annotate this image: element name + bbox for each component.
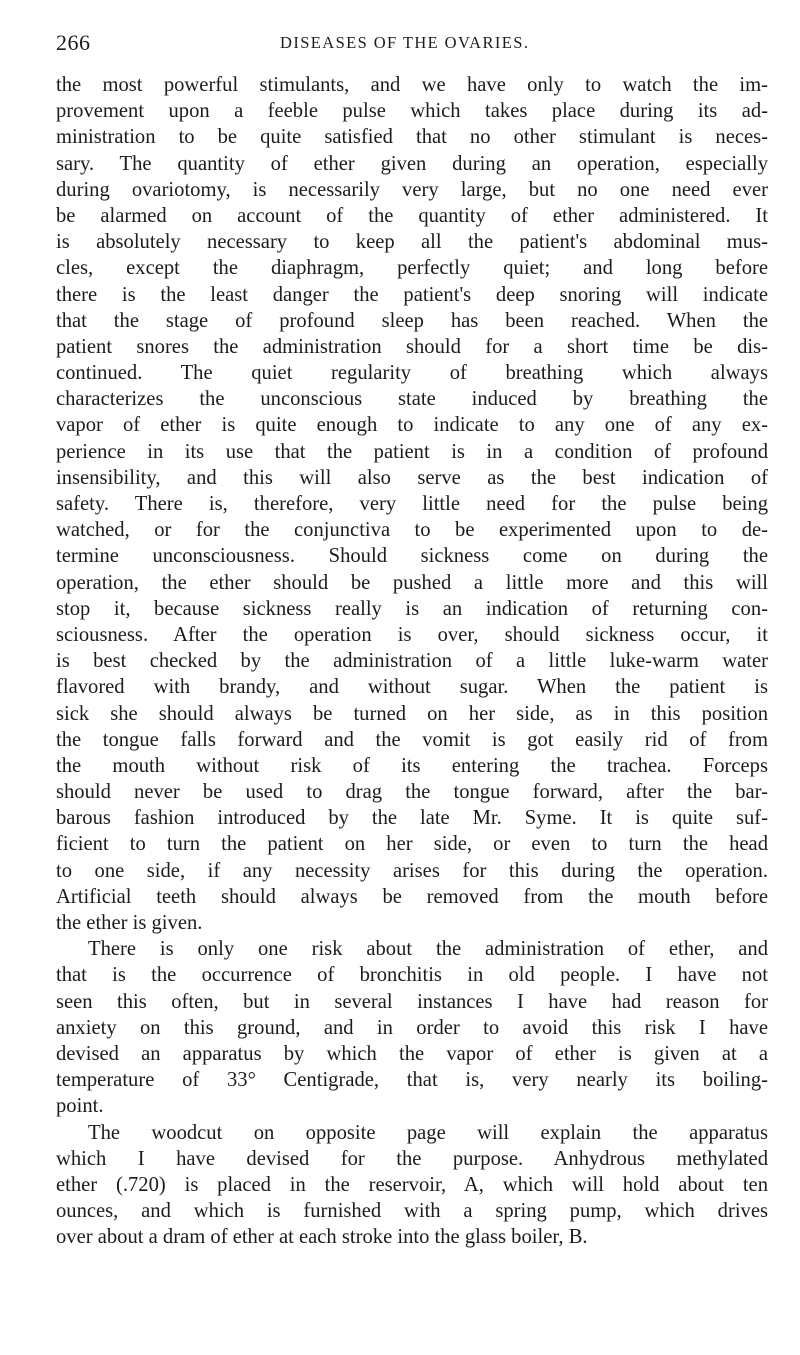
text-line: anxiety on this ground, and in order to avoid this risk I have — [56, 1016, 768, 1039]
text-line: termine unconsciousness. Should sickness come on during the — [56, 545, 768, 568]
text-line: sary. The quantity of ether given during an operation, especially — [56, 152, 768, 175]
text-line: cles, except the diaphragm, perfectly quiet; and long before — [56, 257, 768, 280]
text-line: Artificial teeth should always be removed from the mouth before — [56, 885, 768, 908]
text-line: that is the occurrence of bronchitis in old people. I have not — [56, 964, 768, 987]
text-line: operation, the ether should be pushed a little more and this will — [56, 571, 768, 594]
text-line: the most powerful stimulants, and we have only to watch the im- — [56, 74, 768, 96]
text-line: perience in its use that the patient is in a condition of profound — [56, 440, 768, 463]
text-line: barous fashion introduced by the late Mr. Syme. It is quite suf- — [56, 807, 768, 830]
paragraph — [56, 72, 768, 936]
text-line: safety. There is, therefore, very little need for the pulse being — [56, 493, 768, 515]
text-line: that the stage of profound sleep has been reached. When the — [56, 309, 768, 332]
text-line: is absolutely necessary to keep all the patient's abdominal mus- — [56, 231, 768, 254]
text-line: during ovariotomy, is necessarily very large, but no one need ever — [56, 178, 768, 201]
paragraph — [56, 936, 768, 1119]
text-line: be alarmed on account of the quantity of ether administered. It — [56, 204, 768, 227]
text-line: characterizes the unconscious state induced by breathing the — [56, 388, 768, 411]
body-text — [56, 72, 768, 1250]
text-line: which I have devised for the purpose. Anhydrous methylated — [56, 1147, 768, 1170]
text-line: seen this often, but in several instances I have had reason for — [56, 990, 768, 1013]
page-number: 266 — [56, 30, 91, 55]
text-line: ounces, and which is furnished with a spring pump, which drives — [56, 1200, 768, 1223]
text-line: the mouth without risk of its entering the trachea. Forceps — [56, 754, 768, 777]
text-line: ministration to be quite satisfied that no other stimulant is neces- — [56, 126, 768, 149]
text-line: watched, or for the conjunctiva to be experimented upon to de- — [56, 519, 768, 542]
text-line: The woodcut on opposite page will explain the apparatus — [88, 1121, 768, 1144]
text-line: the tongue falls forward and the vomit is got easily rid of from — [56, 728, 768, 751]
text-line: the ether is given. — [56, 912, 203, 934]
text-line: over about a dram of ether at each stroke into the glass boiler, B. — [56, 1226, 588, 1249]
text-line: temperature of 33° Centigrade, that is, very nearly its boiling- — [56, 1069, 768, 1092]
text-line: ether (.720) is placed in the reservoir, A, which will hold about ten — [56, 1173, 768, 1196]
text-line: there is the least danger the patient's deep snoring will indicate — [56, 283, 768, 306]
text-line: point. — [56, 1095, 104, 1118]
text-line: should never be used to drag the tongue forward, after the bar- — [56, 781, 768, 804]
text-line: devised an apparatus by which the vapor of ether is given at a — [56, 1042, 768, 1065]
running-head — [56, 30, 764, 58]
text-line: ficient to turn the patient on her side, or even to turn the head — [56, 833, 768, 856]
text-line: flavored with brandy, and without sugar. When the patient is — [56, 676, 768, 699]
text-line: sciousness. After the operation is over, should sickness occur, it — [56, 623, 768, 646]
text-line: is best checked by the administration of a little luke-warm water — [56, 650, 768, 673]
text-line: provement upon a feeble pulse which takes place during its ad- — [56, 100, 768, 123]
text-line: vapor of ether is quite enough to indicate to any one of any ex- — [56, 414, 768, 437]
text-line: There is only one risk about the administration of ether, and — [88, 938, 768, 961]
text-line: insensibility, and this will also serve as the best indication of — [56, 466, 768, 489]
text-line: stop it, because sickness really is an indication of returning con- — [56, 597, 768, 620]
text-line: to one side, if any necessity arises for this during the operation. — [56, 859, 768, 882]
running-title: DISEASES OF THE OVARIES. — [280, 33, 530, 52]
text-line: continued. The quiet regularity of breathing which always — [56, 362, 768, 385]
text-line: patient snores the administration should for a short time be dis- — [56, 335, 768, 358]
paragraph — [56, 1120, 768, 1251]
text-line: sick she should always be turned on her side, as in this position — [56, 702, 768, 725]
